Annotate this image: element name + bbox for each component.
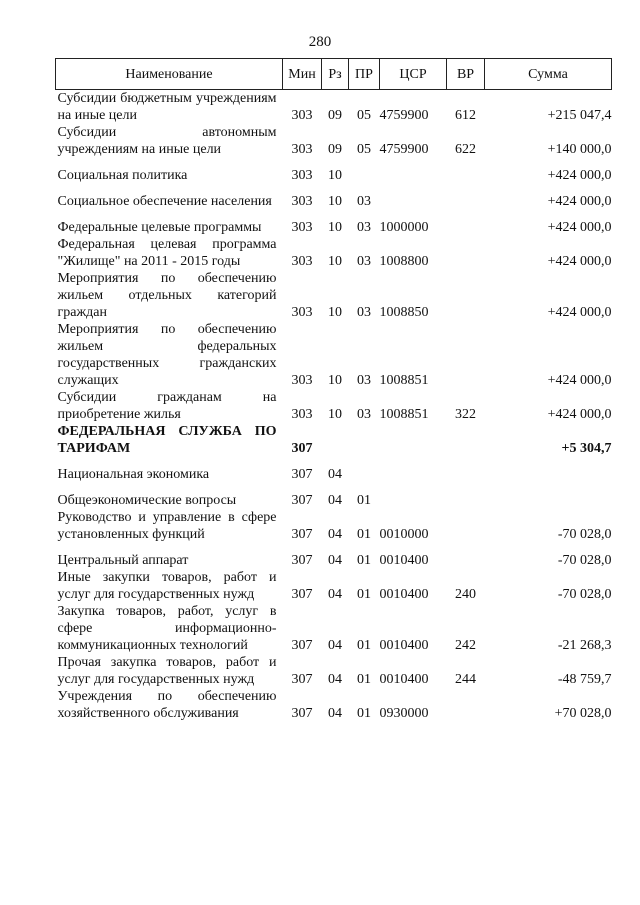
cell-rz: 04 <box>328 587 342 602</box>
table-row <box>56 654 612 688</box>
cell-vr <box>447 236 485 270</box>
cell-vr <box>447 457 485 483</box>
cell-pr: 03 <box>357 373 371 388</box>
cell-name: ФЕДЕРАЛЬНАЯ СЛУЖБА ПО ТАРИФАМ <box>57 424 277 456</box>
table-row <box>56 543 612 569</box>
cell-name: Субсидии автономным учреждениям на иные цели <box>57 125 277 157</box>
cell-vr <box>447 321 485 389</box>
cell-csr <box>380 158 447 184</box>
cell-min: 303 <box>291 254 313 269</box>
cell-csr: 1008800 <box>379 254 429 269</box>
header-rz: Рз <box>322 59 349 90</box>
cell-pr: 05 <box>357 142 371 157</box>
cell-csr <box>380 457 447 483</box>
cell-min: 303 <box>291 142 313 157</box>
cell-min: 307 <box>291 441 313 456</box>
cell-vr <box>447 210 485 236</box>
cell-rz: 04 <box>328 638 342 653</box>
cell-name: Социальное обеспечение населения <box>57 194 272 209</box>
cell-rz: 10 <box>328 305 342 320</box>
cell-csr <box>380 184 447 210</box>
cell-csr: 1000000 <box>379 220 429 235</box>
cell-sum: +140 000,0 <box>547 142 612 157</box>
cell-csr <box>380 423 447 457</box>
cell-csr: 0010400 <box>379 638 429 653</box>
cell-sum: -70 028,0 <box>557 587 612 602</box>
cell-sum: +424 000,0 <box>547 194 612 209</box>
cell-rz: 10 <box>328 194 342 209</box>
table-row <box>56 236 612 270</box>
cell-csr: 1008850 <box>379 305 429 320</box>
cell-rz: 04 <box>328 467 342 482</box>
header-sum: Сумма <box>485 59 612 90</box>
cell-pr: 03 <box>357 305 371 320</box>
header-name: Наименование <box>56 59 283 90</box>
cell-pr: 01 <box>357 638 371 653</box>
cell-csr: 0010400 <box>379 587 429 602</box>
cell-sum: +424 000,0 <box>547 407 612 422</box>
cell-sum: -70 028,0 <box>557 527 612 542</box>
cell-rz: 04 <box>328 527 342 542</box>
cell-sum: -48 759,7 <box>557 672 612 687</box>
cell-name: Субсидии гражданам на приобретение жилья <box>57 390 277 422</box>
cell-vr: 244 <box>455 672 476 687</box>
cell-vr <box>447 423 485 457</box>
table-row <box>56 423 612 457</box>
cell-vr: 240 <box>455 587 476 602</box>
cell-pr: 05 <box>357 108 371 123</box>
table-row <box>56 124 612 158</box>
cell-name: Прочая закупка товаров, работ и услуг для государственных нужд <box>57 655 277 687</box>
table-row <box>56 603 612 654</box>
cell-vr: 242 <box>455 638 476 653</box>
cell-csr: 1008851 <box>379 407 429 422</box>
cell-name: Национальная экономика <box>57 467 210 482</box>
header-csr: ЦСР <box>380 59 447 90</box>
cell-sum: +215 047,4 <box>547 108 612 123</box>
cell-pr <box>349 158 380 184</box>
cell-pr: 01 <box>357 706 371 721</box>
cell-sum: +70 028,0 <box>554 706 612 721</box>
table-row <box>56 321 612 389</box>
cell-rz: 04 <box>328 493 342 508</box>
cell-name: Мероприятия по обеспечению жильем отдельных категорий граждан <box>57 271 277 320</box>
cell-csr: 4759900 <box>379 108 429 123</box>
cell-pr: 03 <box>357 220 371 235</box>
table-body <box>56 90 612 723</box>
cell-min: 307 <box>291 493 313 508</box>
cell-min: 307 <box>291 467 313 482</box>
cell-name: Учреждения по обеспечению хозяйственного обслуживания <box>57 689 277 721</box>
cell-pr <box>349 423 380 457</box>
cell-name: Центральный аппарат <box>57 553 189 568</box>
cell-name: Федеральные целевые программы <box>57 220 262 235</box>
cell-min: 303 <box>291 194 313 209</box>
cell-rz: 09 <box>328 108 342 123</box>
cell-pr: 01 <box>357 672 371 687</box>
cell-pr: 03 <box>357 407 371 422</box>
cell-name: Субсидии бюджетным учреждениям на иные цели <box>57 91 277 123</box>
table-row <box>56 569 612 603</box>
header-min: Мин <box>283 59 322 90</box>
cell-csr: 0010400 <box>379 672 429 687</box>
cell-csr: 1008851 <box>379 373 429 388</box>
cell-sum: +424 000,0 <box>547 168 612 183</box>
cell-rz <box>322 423 349 457</box>
cell-min: 303 <box>291 108 313 123</box>
cell-min: 307 <box>291 527 313 542</box>
cell-vr <box>447 688 485 722</box>
cell-sum: +424 000,0 <box>547 305 612 320</box>
table-row <box>56 483 612 509</box>
cell-min: 307 <box>291 706 313 721</box>
cell-rz: 10 <box>328 373 342 388</box>
cell-min: 303 <box>291 305 313 320</box>
cell-min: 307 <box>291 638 313 653</box>
cell-name: Социальная политика <box>57 168 188 183</box>
cell-pr: 01 <box>357 493 371 508</box>
cell-sum <box>485 483 612 509</box>
cell-min: 307 <box>291 672 313 687</box>
cell-vr: 322 <box>455 407 476 422</box>
cell-vr <box>447 483 485 509</box>
table-row <box>56 210 612 236</box>
cell-min: 307 <box>291 587 313 602</box>
cell-rz: 09 <box>328 142 342 157</box>
cell-vr <box>447 184 485 210</box>
table-row <box>56 158 612 184</box>
cell-min: 303 <box>291 168 313 183</box>
table-row <box>56 688 612 722</box>
cell-name: Мероприятия по обеспечению жильем федеральных государственных гражданских служащих <box>57 322 277 388</box>
cell-csr <box>380 483 447 509</box>
cell-vr <box>447 158 485 184</box>
cell-name: Руководство и управление в сфере установленных функций <box>57 510 277 542</box>
cell-vr <box>447 509 485 543</box>
cell-min: 303 <box>291 220 313 235</box>
cell-sum: -21 268,3 <box>557 638 612 653</box>
cell-sum: -70 028,0 <box>557 553 612 568</box>
table-row <box>56 184 612 210</box>
header-row <box>56 59 612 90</box>
cell-name: Иные закупки товаров, работ и услуг для государственных нужд <box>57 570 277 602</box>
cell-sum: +424 000,0 <box>547 254 612 269</box>
table-header <box>56 59 612 90</box>
cell-rz: 10 <box>328 168 342 183</box>
cell-vr: 622 <box>455 142 476 157</box>
cell-csr: 4759900 <box>379 142 429 157</box>
cell-pr: 01 <box>357 587 371 602</box>
cell-vr <box>447 270 485 321</box>
cell-pr: 03 <box>357 254 371 269</box>
cell-rz: 10 <box>328 407 342 422</box>
cell-name: Федеральная целевая программа "Жилище" на 2011 - 2015 годы <box>57 237 277 269</box>
cell-name: Закупка товаров, работ, услуг в сфере информационно-коммуникационных технологий <box>57 604 277 653</box>
cell-sum: +424 000,0 <box>547 220 612 235</box>
cell-csr: 0010000 <box>379 527 429 542</box>
cell-rz: 10 <box>328 254 342 269</box>
table-row <box>56 509 612 543</box>
table-row <box>56 389 612 423</box>
cell-csr: 0010400 <box>379 553 429 568</box>
cell-csr: 0930000 <box>379 706 429 721</box>
header-pr: ПР <box>349 59 380 90</box>
cell-min: 307 <box>291 553 313 568</box>
cell-sum: +5 304,7 <box>561 441 612 456</box>
table-row <box>56 457 612 483</box>
cell-sum <box>485 457 612 483</box>
table-row <box>56 90 612 125</box>
cell-pr <box>349 457 380 483</box>
cell-pr: 01 <box>357 527 371 542</box>
cell-min: 303 <box>291 373 313 388</box>
cell-rz: 04 <box>328 553 342 568</box>
cell-rz: 04 <box>328 672 342 687</box>
cell-rz: 10 <box>328 220 342 235</box>
budget-table <box>55 58 612 722</box>
cell-name: Общеэкономические вопросы <box>57 493 237 508</box>
cell-vr: 612 <box>455 108 476 123</box>
cell-sum: +424 000,0 <box>547 373 612 388</box>
page-number: 280 <box>308 34 332 50</box>
header-vr: ВР <box>447 59 485 90</box>
cell-min: 303 <box>291 407 313 422</box>
cell-vr <box>447 543 485 569</box>
table-row <box>56 270 612 321</box>
cell-rz: 04 <box>328 706 342 721</box>
cell-pr: 01 <box>357 553 371 568</box>
cell-pr: 03 <box>357 194 371 209</box>
